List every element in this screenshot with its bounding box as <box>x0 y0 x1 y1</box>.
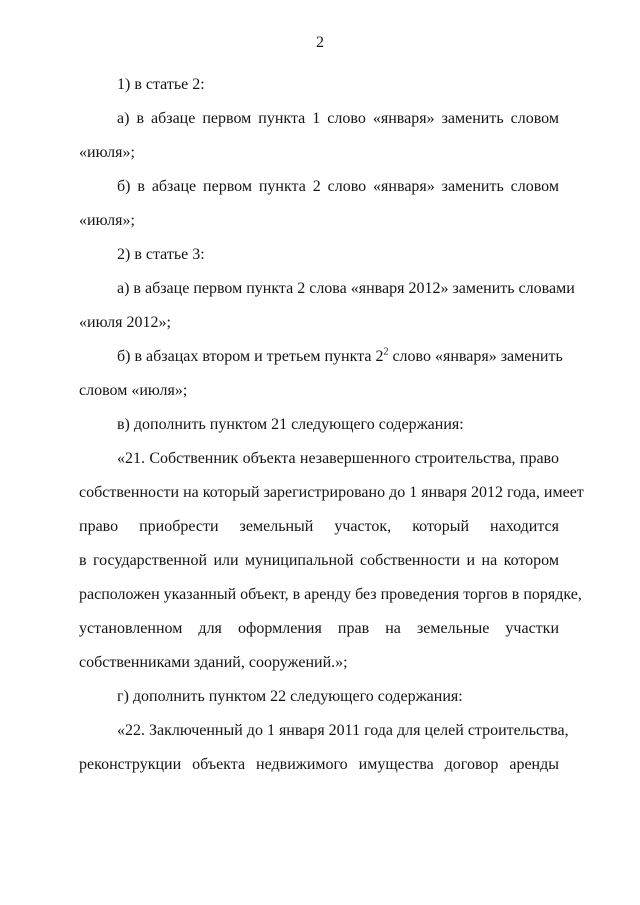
quote-line: «21. Собственник объекта незавершенного строительства, право <box>117 450 559 467</box>
paragraph-line: г) дополнить пунктом 22 следующего содержания: <box>117 688 463 705</box>
list-item-article-3: 2) в статье 3: <box>117 246 205 263</box>
quote-line: реконструкции объекта недвижимого имущества договор аренды <box>79 756 559 773</box>
paragraph-line: «июля 2012»; <box>79 314 171 331</box>
quote-line: «22. Заключенный до 1 января 2011 года для целей строительства, <box>117 722 569 739</box>
list-item-article-2: 1) в статье 2: <box>117 76 205 93</box>
paragraph-line: б) в абзаце первом пункта 2 слово «января» заменить словом <box>117 178 559 195</box>
paragraph-line-superscript <box>117 346 563 367</box>
quote-line: собственниками зданий, сооружений.»; <box>79 654 348 671</box>
page-number: 2 <box>316 34 324 51</box>
paragraph-line: в) дополнить пунктом 21 следующего содержания: <box>117 416 464 433</box>
paragraph-line: «июля»; <box>79 144 135 161</box>
quote-line: в государственной или муниципальной собственности и на котором <box>79 552 559 569</box>
paragraph-line: а) в абзаце первом пункта 2 слова «января 2012» заменить словами <box>117 280 575 297</box>
text-segment: слово «января» заменить <box>388 348 563 365</box>
paragraph-line: а) в абзаце первом пункта 1 слово «января» заменить словом <box>117 110 559 127</box>
quote-line: установленном для оформления прав на земельные участки <box>79 620 559 637</box>
text-segment: б) в абзацах втором и третьем пункта 2 <box>117 348 384 365</box>
quote-line: расположен указанный объект, в аренду без проведения торгов в порядке, <box>79 586 582 603</box>
superscript: 2 <box>383 346 389 358</box>
paragraph-line: словом «июля»; <box>79 382 188 399</box>
quote-line: право приобрести земельный участок, который находится <box>79 518 559 535</box>
quote-line: собственности на который зарегистрировано до 1 января 2012 года, имеет <box>79 484 584 501</box>
paragraph-line: «июля»; <box>79 212 135 229</box>
